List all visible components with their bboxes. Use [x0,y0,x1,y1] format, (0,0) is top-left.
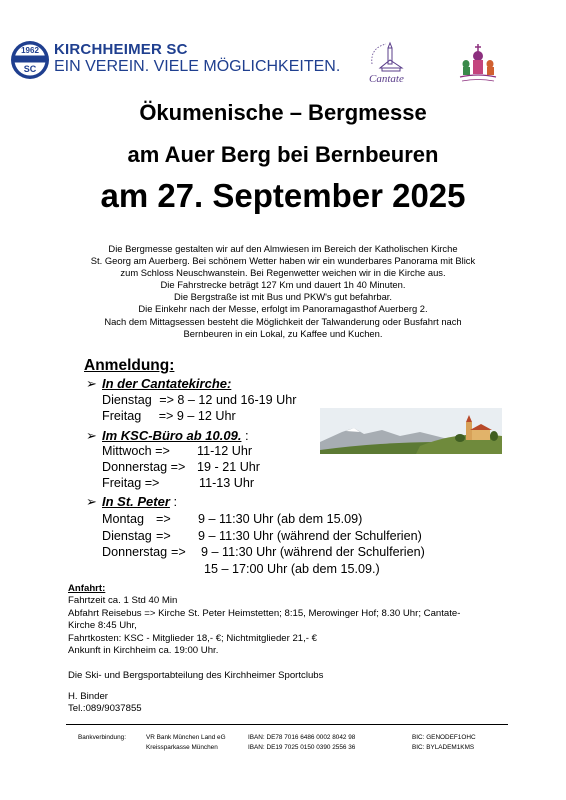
ksc-section-title: Im KSC-Büro ab 10.09. [102,428,242,443]
footer-divider [66,724,508,725]
ksc-logo-icon [10,40,50,80]
schedule-day: Dienstag [102,529,152,543]
schedule-day: Donnerstag [102,545,168,559]
schedule-day: Donnerstag => [102,460,186,474]
section-st-peter [86,494,177,510]
st-peter-church-logo-icon [456,40,500,86]
schedule-row [102,545,425,559]
schedule-row [102,409,236,423]
schedule-time: => 9 – 12 Uhr [158,409,236,423]
ksc-slogan: EIN VEREIN. VIELE MÖGLICHKEITEN. [54,58,341,75]
bank-bic: BIC: BYLADEM1KMS [412,744,475,751]
schedule-day: Freitag => [102,476,160,490]
department-line: Die Ski- und Bergsportabteilung des Kirchheimer Sportclubs [68,670,324,681]
ksc-badge-short: SC [23,64,37,74]
signature-block [68,670,323,716]
bank-iban: IBAN: DE78 7016 6486 0002 8042 98 [248,734,356,741]
schedule-time: 9 – 11:30 Uhr (ab dem 15.09) [198,512,363,526]
bullet-arrow-icon: ➢ [86,494,97,509]
st-peter-section-title: In St. Peter [102,494,170,509]
schedule-arrow: => [171,545,186,559]
schedule-day: Montag [102,512,145,526]
schedule-row [102,476,255,490]
bullet-arrow-icon: ➢ [86,428,97,443]
intro-line: Die Bergmesse gestalten wir auf den Almwiesen im Bereich der Katholischen Kirche [108,243,458,254]
schedule-day: Freitag [102,409,142,423]
bank-name: Kreissparkasse München [146,744,218,751]
intro-line: Die Einkehr nach der Messe, erfolgt im Panoramagasthof Auerberg 2. [138,303,428,315]
footer-bank-label: Bankverbindung: [78,734,126,741]
cantate-section-title: In der Cantatekirche: [102,376,232,391]
intro-line: St. Georg am Auerberg. Bei schönem Wetter haben wir ein wunderbares Panorama mit Blick [90,255,476,267]
ksc-badge-year: 1962 [21,46,39,55]
schedule-row [102,529,422,543]
schedule-row [102,393,296,407]
auerberg-landscape-illustration [320,408,502,454]
contact-phone: Tel.:089/9037855 [68,703,142,715]
schedule-time: 9 – 11:30 Uhr (während der Schulferien) [201,545,425,559]
schedule-time: 9 – 11:30 Uhr (während der Schulferien) [198,529,422,543]
bank-bic: BIC: GENODEF1OHC [412,734,476,741]
intro-line: zum Schloss Neuschwanstein. Bei Regenwetter weichen wir in die Kirche aus. [120,267,446,279]
anfahrt-section [68,583,508,657]
intro-line: Nach dem Mittagsessen besteht die Möglichkeit der Talwanderung oder Busfahrt nach [104,315,462,327]
schedule-time: 11-13 Uhr [199,476,255,490]
st-peter-section-suffix: : [169,494,178,509]
section-ksc-buero [86,428,249,444]
event-date-title: am 27. September 2025 [100,177,466,214]
anfahrt-line: Fahrtkosten: KSC - Mitglieder 18,- €; Nichtmitglieder 21,- € [68,632,318,644]
intro-line: Die Bergstraße ist mit Bus und PKW's gut befahrbar. [173,291,393,303]
ksc-section-suffix: : [241,428,249,443]
bullet-arrow-icon: ➢ [86,376,97,391]
schedule-time: 19 - 21 Uhr [197,460,260,474]
bank-name: VR Bank München Land eG [146,734,226,741]
schedule-time: 11-12 Uhr [197,444,253,458]
schedule-day: Mittwoch => [102,444,170,458]
anfahrt-line: Kirche 8:45 Uhr, [68,620,137,632]
anfahrt-line: Abfahrt Reisebus => Kirche St. Peter Heimstetten; 8:15, Merowinger Hof; 8.30 Uhr; Cantate- [68,607,461,619]
intro-paragraph [70,243,496,340]
schedule-arrow: => [156,529,171,543]
schedule-time: 15 – 17:00 Uhr (ab dem 15.09.) [204,562,380,576]
title-line-2: am Auer Berg bei Bernbeuren [127,142,439,167]
anmeldung-heading: Anmeldung: [84,357,175,374]
schedule-row [102,444,253,458]
ksc-title: KIRCHHEIMER SC [54,41,188,58]
anfahrt-line: Ankunft in Kirchheim ca. 19:00 Uhr. [68,645,219,657]
schedule-row [102,512,363,526]
footer-bank-bics [412,733,476,753]
section-cantatekirche [86,376,231,392]
schedule-time: => 8 – 12 und 16-19 Uhr [159,393,297,407]
intro-line: Die Fahrstrecke beträgt 127 Km und dauert 1h 40 Minuten. [160,279,406,291]
cantate-label: Cantate [369,73,404,85]
footer-bank-ibans [248,733,355,753]
intro-line: Bernbeuren in ein Lokal, zu Kaffee und Kuchen. [183,327,383,339]
bank-iban: IBAN: DE19 7025 0150 0390 2556 36 [248,744,356,751]
anfahrt-heading: Anfahrt: [68,583,106,594]
anfahrt-line: Fahrtzeit ca. 1 Std 40 Min [68,595,178,607]
footer-bank-names [146,733,226,753]
title-line-1: Ökumenische – Bergmesse [139,100,427,125]
schedule-row [102,460,260,474]
schedule-arrow: => [156,512,171,526]
contact-name: H. Binder [68,690,108,702]
schedule-day: Dienstag [102,393,152,407]
